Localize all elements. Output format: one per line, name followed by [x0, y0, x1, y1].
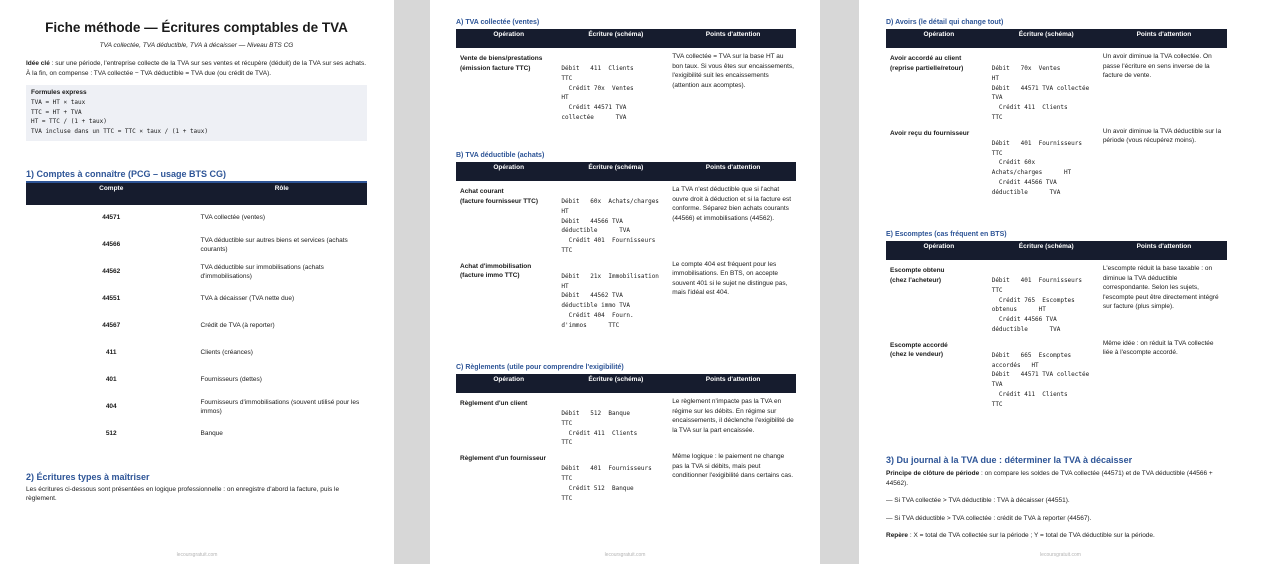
column-header: Points d'attention — [1101, 241, 1227, 260]
principle-text: : on compare les soldes de TVA collectée (44571) et de TVA déductible (44566 + 44562). — [886, 470, 1213, 487]
page-footer: lecoursgratuit.com — [176, 552, 218, 558]
entries-table — [456, 162, 796, 331]
column-header: Rôle — [197, 183, 368, 205]
formula-box — [26, 85, 367, 141]
intro-lead: Idée clé — [26, 60, 50, 67]
table-row — [456, 256, 796, 331]
account-code: 44562 — [102, 268, 121, 276]
accounts-table — [26, 183, 367, 448]
account-role: TVA collectée (ventes) — [200, 214, 266, 222]
principle-paragraph — [886, 469, 1227, 488]
document-subtitle: TVA collectée, TVA déductible, TVA à décaisser — Niveau BTS CG — [99, 42, 294, 49]
entries-table — [886, 241, 1227, 410]
column-header: Écriture (schéma) — [992, 241, 1101, 260]
column-header: Opération — [886, 29, 992, 48]
column-header: Opération — [456, 374, 561, 393]
table-row — [26, 367, 367, 394]
account-role: Crédit de TVA (à reporter) — [200, 322, 275, 330]
page-footer: lecoursgratuit.com — [604, 552, 646, 558]
section-c — [456, 364, 796, 503]
table-row — [456, 181, 796, 256]
attention-cell: La TVA n'est déductible que si l'achat ouvre droit à déduction et si la facture est conforme. Séparez bien achats courants (44566) et immobilisations (44562). — [672, 186, 792, 222]
account-code: 44567 — [102, 322, 121, 330]
case-line: — Si TVA déductible > TVA collectée : crédit de TVA à reporter (44567). — [886, 514, 1092, 522]
attention-cell: Un avoir diminue la TVA collectée. On passe l'écriture en sens inverse de la facture de vente. — [1102, 53, 1212, 79]
page-gutter — [394, 0, 430, 564]
account-role: Fournisseurs (dettes) — [200, 376, 262, 384]
column-header: Points d'attention — [1101, 29, 1227, 48]
column-header: Écriture (schéma) — [561, 374, 670, 393]
account-code: 404 — [105, 403, 117, 411]
entry-scheme-cell: Débit 411 Clients TTC Crédit 70x Ventes HT Crédit 44571 TVA collectée TVA — [561, 65, 634, 121]
repere-lead: Repère — [886, 532, 909, 539]
operation-cell: Achat courant (facture fournisseur TTC) — [460, 188, 539, 205]
attention-cell: L'escompte réduit la base taxable : on diminue la TVA déductible correspondante. Selon les sujets, l'escompte peut être directement intégré sur facture (plus simple). — [1102, 265, 1219, 310]
column-header: Points d'attention — [670, 374, 796, 393]
table-row — [26, 313, 367, 340]
section-heading: 2) Écritures types à maîtriser — [26, 471, 150, 482]
table-row — [26, 232, 367, 259]
section-b — [456, 152, 796, 331]
entry-scheme-cell: Débit 512 Banque TTC Crédit 411 Clients TTC — [561, 410, 638, 447]
document-page-3 — [859, 0, 1262, 564]
account-code: 411 — [106, 349, 117, 357]
principle-lead: Principe de clôture de période — [886, 470, 980, 477]
account-role: Banque — [200, 430, 223, 438]
table-row — [886, 335, 1227, 410]
account-role: TVA à décaisser (TVA nette due) — [200, 295, 295, 303]
table-row — [886, 48, 1227, 123]
entry-scheme-cell: Débit 665 Escomptes accordés HT Débit 44571 TVA collectée TVA Crédit 411 Clients TTC — [991, 351, 1090, 408]
document-page-2 — [430, 0, 820, 564]
operation-cell: Achat d'immobilisation (facture immo TTC) — [460, 262, 532, 280]
formula-lines: TVA = HT × taux TTC = HT + TVA HT = TTC / (1 + taux) TVA incluse dans un TTC = TTC × taux / (1 + taux) — [31, 99, 209, 135]
section-a — [456, 19, 796, 123]
repere-text: : X = total de TVA collectée sur la période ; Y = total de TVA déductible sur la période. — [908, 532, 1155, 539]
column-header: Écriture (schéma) — [561, 29, 670, 48]
column-header: Opération — [456, 162, 561, 181]
table-row — [26, 340, 367, 367]
section-heading: 1) Comptes à connaître (PCG – usage BTS CG) — [26, 169, 227, 179]
account-code: 44551 — [102, 295, 121, 303]
section-3 — [886, 455, 1227, 541]
table-row — [26, 286, 367, 313]
table-row — [886, 123, 1227, 198]
section-e — [886, 231, 1227, 410]
column-header: Points d'attention — [670, 29, 796, 48]
column-header: Écriture (schéma) — [561, 162, 670, 181]
account-code: 512 — [105, 430, 117, 438]
section-heading: 3) Du journal à la TVA due : déterminer la TVA à décaisser — [886, 455, 1133, 465]
subsection-heading: B) TVA déductible (achats) — [456, 152, 545, 159]
account-code: 44571 — [102, 214, 121, 222]
attention-cell: TVA collectée = TVA sur la base HT au bon taux. Si vous êtes sur encaissements, l'exigibilité suit les encaissements (attention aux acomptes). — [672, 53, 794, 89]
operation-cell: Escompte accordé (chez le vendeur) — [890, 341, 948, 359]
account-role: TVA déductible sur autres biens et services (achats courants) — [200, 236, 348, 253]
account-code: 401 — [105, 376, 117, 384]
table-row — [456, 48, 796, 123]
table-row — [26, 421, 367, 448]
operation-cell: Escompte obtenu (chez l'acheteur) — [890, 267, 945, 284]
entries-table — [456, 29, 796, 123]
account-code: 44566 — [102, 241, 121, 249]
entries-table — [886, 29, 1227, 198]
intro-paragraph — [26, 59, 367, 78]
account-role: Fournisseurs d'immobilisations (souvent utilisé pour les immos) — [200, 398, 360, 415]
subsection-heading: D) Avoirs (le détail qui change tout) — [886, 19, 1004, 26]
table-row — [886, 260, 1227, 335]
column-header: Points d'attention — [670, 162, 796, 181]
section-paragraph: Les écritures ci-dessous sont présentées en logique professionnelle : on enregistre d'abord la facture, puis le règlement. — [26, 485, 340, 502]
subsection-heading: C) Règlements (utile pour comprendre l'exigibilité) — [456, 364, 624, 371]
subsection-heading: A) TVA collectée (ventes) — [456, 19, 540, 26]
page-footer: lecoursgratuit.com — [1040, 552, 1081, 558]
column-header: Opération — [456, 29, 561, 48]
operation-cell: Règlement d'un client — [460, 400, 528, 407]
section-d — [886, 19, 1227, 198]
operation-cell: Règlement d'un fournisseur — [460, 455, 547, 463]
operation-cell: Avoir reçu du fournisseur — [890, 129, 970, 137]
attention-cell: Le règlement n'impacte pas la TVA en régime sur les débits. En régime sur encaissements, il déclenche l'exigibilité de la TVA sur la part encaissée. — [672, 398, 794, 434]
table-row — [456, 448, 796, 503]
case-line: — Si TVA collectée > TVA déductible : TVA à décaisser (44551). — [886, 497, 1070, 504]
subsection-heading: E) Escomptes (cas fréquent en BTS) — [886, 231, 1007, 238]
entry-scheme-cell: Débit 401 Fournisseurs TTC Crédit 60x Achats/charges HT Crédit 44566 TVA déductible TVA — [991, 139, 1083, 196]
page-gutter — [820, 0, 859, 564]
intro-text: : sur une période, l'entreprise collecte de la TVA sur ses ventes et récupère (déduit) de la TVA sur ses achats. À la fin, on compense : TVA collectée − TVA déductible = TVA due (ou crédit de TVA). — [26, 60, 367, 77]
entry-scheme-cell: Débit 21x Immobilisation HT Débit 44562 TVA déductible immo TVA Crédit 404 Fourn. d'immos TTC — [561, 272, 659, 329]
table-row — [26, 259, 367, 286]
table-row — [26, 205, 367, 232]
account-role: TVA déductible sur immobilisations (achats d'immobilisations) — [200, 263, 324, 280]
entry-scheme-cell: Débit 401 Fournisseurs TTC Crédit 512 Banque TTC — [561, 465, 652, 502]
column-header: Opération — [886, 241, 992, 260]
table-row — [26, 394, 367, 421]
attention-cell: Même logique : le paiement ne change pas la TVA si débits, mais peut conditionner l'exigibilité dans certains cas. — [672, 453, 794, 480]
entry-scheme-cell: Débit 401 Fournisseurs TTC Crédit 765 Escomptes obtenus HT Crédit 44566 TVA déductible TVA — [991, 277, 1083, 333]
column-header: Compte — [26, 183, 197, 205]
document-page-1 — [0, 0, 394, 564]
entries-table — [456, 374, 796, 503]
attention-cell: Même idée : on réduit la TVA collectée liée à l'escompte accordé. — [1102, 339, 1214, 357]
entry-scheme-cell: Débit 70x Ventes HT Débit 44571 TVA collectée TVA Crédit 411 Clients TTC — [991, 65, 1090, 121]
document-title: Fiche méthode — Écritures comptables de TVA — [45, 20, 348, 35]
attention-cell: Un avoir diminue la TVA déductible sur la période (vous récupérez moins). — [1102, 127, 1222, 145]
repere-paragraph — [886, 531, 1227, 541]
entry-scheme-cell: Débit 60x Achats/charges HT Débit 44566 TVA déductible TVA Crédit 401 Fournisseurs TTC — [561, 198, 659, 254]
formula-title: Formules express — [31, 89, 87, 96]
attention-cell: Le compte 404 est fréquent pour les immobilisations. En BTS, on accepte souvent 401 si le sujet ne distingue pas, mais l'idéal est 404. — [672, 260, 788, 297]
table-row — [456, 393, 796, 448]
column-header: Écriture (schéma) — [992, 29, 1101, 48]
account-role: Clients (créances) — [200, 349, 253, 357]
operation-cell: Vente de biens/prestations (émission facture TTC) — [460, 55, 543, 72]
operation-cell: Avoir accordé au client (reprise partielle/retour) — [890, 55, 964, 72]
